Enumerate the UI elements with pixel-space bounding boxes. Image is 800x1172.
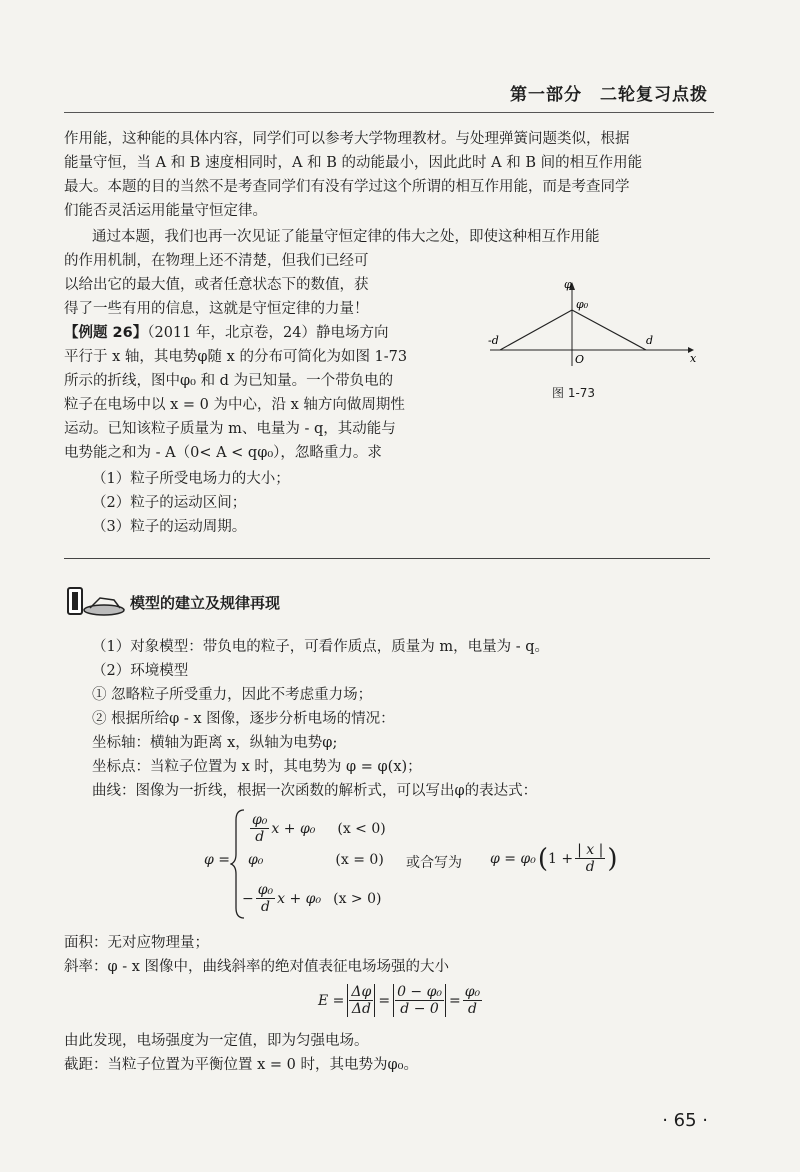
- para2-line: 的作用机制，在物理上还不清楚，但我们已经可: [64, 253, 369, 269]
- potential-line: [500, 310, 646, 350]
- intro-line: 最大。本题的目的当然不是考查同学们有没有学过这个所谓的相互作用能，而是考查同学: [64, 179, 630, 195]
- example-label: 【例题 26】: [64, 325, 148, 341]
- field-equation: E = $\frac{\Delta\varphi}{\Delta d}$ = $\frac{\text{0 − φ₀}}{d - 0}$ = $\frac{\text{φ₀}}{d}$: [318, 984, 481, 1017]
- intro-line: 能量守恒，当 A 和 B 速度相同时，A 和 B 的动能最小，因此此时 A 和 B 间的相互作用能: [64, 155, 643, 171]
- case-1: $\frac{\text{φ₀}}{d}$ x + φ₀ (x < 0): [252, 812, 386, 845]
- model-item: （1）对象模型：带负电的粒子，可看作质点，质量为 m，电量为 - q。: [92, 639, 549, 655]
- model-item: 曲线：图像为一折线，根据一次函数的解析式，可以写出φ的表达式：: [92, 783, 538, 799]
- example-line: 粒子在电场中以 x = 0 为中心，沿 x 轴方向做周期性: [64, 397, 405, 413]
- after-line: 斜率：φ - x 图像中，曲线斜率的绝对值表征电场场强的大小: [64, 959, 450, 975]
- closing-line: 截距：当粒子位置为平衡位置 x = 0 时，其电势为φ₀。: [64, 1057, 418, 1073]
- section-divider: [64, 558, 710, 559]
- example-line: 平行于 x 轴，其电势φ随 x 的分布可简化为如图 1-73: [64, 349, 408, 365]
- example-line: 所示的折线，图中φ₀ 和 d 为已知量。一个带负电的: [64, 373, 394, 389]
- question-item: （3）粒子的运动周期。: [92, 519, 247, 535]
- piecewise-lhs: φ =: [204, 852, 230, 868]
- model-item: ② 根据所给φ - x 图像，逐步分析电场的情况：: [92, 711, 395, 727]
- intro-line: 作用能，这种能的具体内容，同学们可以参考大学物理教材。与处理弹簧问题类似，根据: [64, 131, 630, 147]
- model-item: ① 忽略粒子所受重力，因此不考虑重力场；: [92, 687, 373, 703]
- para2-line: 以给出它的最大值，或者任意状态下的数值，获: [64, 277, 369, 293]
- model-icon: [64, 584, 126, 620]
- or-text: 或合写为: [406, 855, 462, 871]
- phi0-label: φ₀: [576, 298, 589, 311]
- model-item: 坐标轴：横轴为距离 x，纵轴为电势φ;: [92, 735, 338, 751]
- case-3: − $\frac{\text{φ₀}}{d}$ x + φ₀ (x > 0): [242, 882, 382, 915]
- closing-line: 由此发现，电场强度为一定值，即为匀强电场。: [64, 1033, 369, 1049]
- example-line: 运动。已知该粒子质量为 m、电量为 - q，其动能与: [64, 421, 396, 437]
- combined-eq: φ = φ₀ ( 1 + $\frac{| x |}{d}$ ): [490, 842, 618, 875]
- origin-label: O: [575, 353, 585, 366]
- potential-graph: [480, 276, 700, 376]
- model-item: （2）环境模型: [92, 663, 189, 679]
- example-line: 电势能之和为 - A（0< A < qφ₀），忽略重力。求: [64, 445, 382, 461]
- question-item: （1）粒子所受电场力的大小；: [92, 471, 290, 487]
- page-header: 第一部分 二轮复习点拨: [510, 85, 708, 105]
- para2-line: 得了一些有用的信息，这就是守恒定律的力量！: [64, 301, 369, 317]
- para2-line: 通过本题，我们也再一次见证了能量守恒定律的伟大之处，即使这种相互作用能: [92, 229, 600, 245]
- section-title: 模型的建立及规律再现: [130, 593, 281, 612]
- x-label: x: [690, 352, 697, 365]
- page-number: · 65 ·: [662, 1110, 708, 1131]
- question-item: （2）粒子的运动区间；: [92, 495, 247, 511]
- example-line-1: 【例题 26】（2011 年，北京卷，24）静电场方向: [64, 325, 389, 341]
- header-rule: [64, 112, 714, 113]
- phi-label: φ: [564, 278, 572, 291]
- after-line: 面积：无对应物理量；: [64, 935, 209, 951]
- neg-d-label: -d: [488, 334, 499, 347]
- model-item: 坐标点：当粒子位置为 x 时，其电势为 φ = φ(x)；: [92, 759, 422, 775]
- section-heading: [64, 582, 280, 622]
- case-2: φ₀ (x = 0): [248, 852, 384, 868]
- intro-line: 们能否灵活运用能量守恒定律。: [64, 203, 267, 219]
- figure-caption: 图 1-73: [552, 386, 596, 400]
- d-label: d: [646, 334, 654, 347]
